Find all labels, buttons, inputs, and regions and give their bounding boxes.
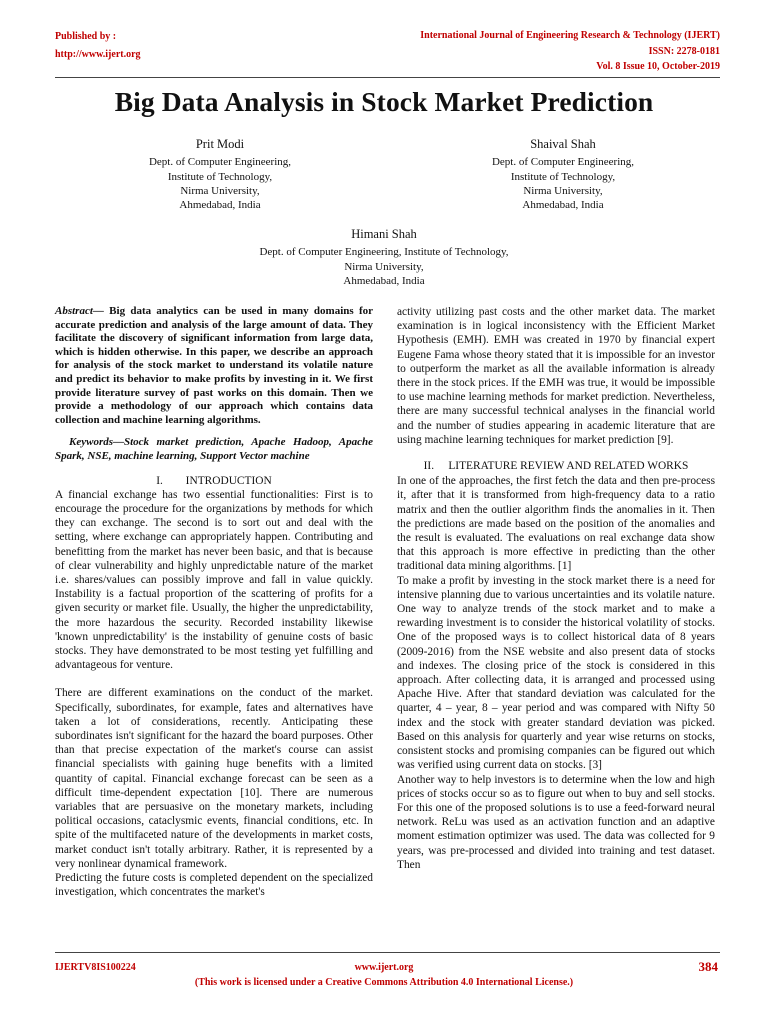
paper-title: Big Data Analysis in Stock Market Prediction [114,86,654,117]
issn-label: ISSN: 2278-0181 [648,45,720,57]
author-affiliation-line: Nirma University, [180,184,260,197]
author-affiliation-line: Nirma University, [523,184,603,197]
left-column [55,305,373,899]
author-affiliation-line: Ahmedabad, India [179,199,261,212]
license-notice: (This work is licensed under a Creative Commons Attribution 4.0 International License.) [194,977,574,988]
footer-divider [55,952,720,953]
journal-name: International Journal of Engineering Research & Technology (IJERT) [420,30,720,41]
abstract [55,305,373,427]
author-block-3 [184,227,584,288]
paragraph: A financial exchange has two essential functionalities: First is to encourage the procedure for the organizations by methods for which they can exchange. The second is to sort out and deal with the setting, where exchange can appropriately happen. Contributing and benefitting from the market has never been basic, and that is because of clear vulnerability and highly unpredictable nature of the market i.e. shares/values can possibly improve and fall in value quickly. Instability is a factual proportion of the scattering of profits for a given security or market file. Usually, the higher the unpredictability, the more hazardous the security. Recorded instability likewise 'known unpredictability' is the instability of genuine costs of basic stocks. They have demonstrated to be most testing yet fulfilling and advantageous for venture. [55,488,373,672]
published-by-label: Published by : [55,31,117,42]
paragraph: activity utilizing past costs and the other market data. The market examination is in logical inconsistency with the Efficient Market Hypothesis (EMH). EMH was created in 1970 by financial expert Eugene Fama whose theory stated that it is impossible for an investor to outperform the market as all the available information is already there in the stock prices. If the EMH was true, it would be impossible to use machine learning methods for market prediction. Nevertheless, there are many successful technical analyses in the financial world and the number of studies appearing in academic literature that are using machine learning techniques for market prediction [9]. [397,306,715,446]
paper-id: IJERTV8IS100224 [55,962,136,973]
paragraph: To make a profit by investing in the stock market there is a need for intensive planning due to various uncertainties and its volatile nature. One way to analyze trends of the stock market and to make a rewarding investment is to consider the historical volatility of stocks. One of the proposed ways is to collect historical data of 8 years (2009-2016) from the NSE website and also present data of stocks and indexes. The closing price of the stock is considered in this approach. After collecting data, it is arranged and processed using Apache Hive. After that standard deviation was calculated for the quarter, 4 – year, 8 – year period and was compared with Nifty 50 index and the stock with greater standard deviation was picked. Based on this analysis for quarterly and year wise returns on stocks, consistent stocks and promising companies can be figured out which was verified using current data on stocks. [3] [397,574,715,772]
author-block-1 [105,137,335,212]
keywords: Keywords—Stock market prediction, Apache Hadoop, Apache Spark, NSE, machine learning, Support Vector machine [55,436,373,462]
section-heading-literature-review: II. LITERATURE REVIEW AND RELATED WORKS [423,460,689,473]
author-affiliation-line: Nirma University, [344,260,424,273]
paragraph: There are different examinations on the conduct of the market. Specifically, subordinates, for example, fates and alternatives have taken a lot of considerations, recently. Anticipating these subordinates isn't significant for the hazard the board purposes. Other than that precise expectation of the market's course can assist financial specialists with gaining huge benefits with a limited quantity of capital. Financial exchange forecast can be seen as a difficult time-dependent expectation [10]. There are numerous variables that are persuasive on the monetary markets, including political occasions, cataclysmic events, financial conditions, etc. In spite of the multifaceted nature of the developments in market costs, market conduct isn't totally arbitrary. Rather, it is represented by a very nonlinear dynamical framework. [55,687,373,870]
abstract-label: Abstract— [55,305,104,317]
abstract-text: Big data analytics can be used in many domains for accurate prediction and analysis of the large amount of data. They facilitate the discovery of significant information from large data, which is hidden otherwise. In this paper, we describe an approach for analysis of the stock market to understand its volatile nature and predict its behavior to make profits by investing in it. We first provide literature survey of past works on this domain. Then we provide a methodology of our approach which contains data collection and machine learning algorithms. [55,305,373,426]
journal-site-link[interactable]: http://www.ijert.org [55,49,141,60]
author-affiliation-line: Institute of Technology, [167,170,273,183]
author-name: Prit Modi [195,137,245,151]
author-affiliation-line: Dept. of Computer Engineering, Institute of Technology, [259,246,509,259]
author-affiliation-line: Dept. of Computer Engineering, [491,156,635,169]
author-affiliation-line: Dept. of Computer Engineering, [148,156,292,169]
author-affiliation-line: Ahmedabad, India [343,274,425,287]
running-header-right [420,28,720,75]
author-name: Shaival Shah [530,137,596,151]
page-number: 384 [698,959,718,974]
author-name: Himani Shah [351,227,417,241]
paragraph: In one of the approaches, the first fetch the data and then pre-process it, after that it is transformed from high-frequency data to a ratio matrix and then the outlier algorithm finds the anomalies in it. Then the predictions are made based on the position of the anomalies and the result is evaluated. The evaluations on real exchange data show that this approach is more effective in predicting than the other traditional data mining algorithms. [1] [397,475,715,573]
header-divider [55,77,720,78]
author-affiliation-line: Institute of Technology, [510,170,616,183]
section-heading-introduction: I. INTRODUCTION [156,474,272,487]
paragraph: Another way to help investors is to determine when the low and high prices of stocks occur so as to figure out when to buy and sell stocks. For this one of the proposed solutions is to use a feed-forward neural network. ReLu was used as an activation function and an adaptive moment estimation optimizer was used. The data was collected for 9 years, was pre-processed and divided into training and test dataset. Then [397,773,715,871]
footer-site-link[interactable]: www.ijert.org [354,962,414,973]
author-affiliation-line: Ahmedabad, India [522,199,604,212]
paragraph-gap [55,672,373,686]
volume-issue-label: Vol. 8 Issue 10, October-2019 [596,61,720,72]
paragraph: Predicting the future costs is completed dependent on the specialized investigation, which concentrates the market's [55,872,373,899]
running-header-left [55,28,141,64]
right-column [397,305,715,872]
author-block-2 [448,137,678,212]
